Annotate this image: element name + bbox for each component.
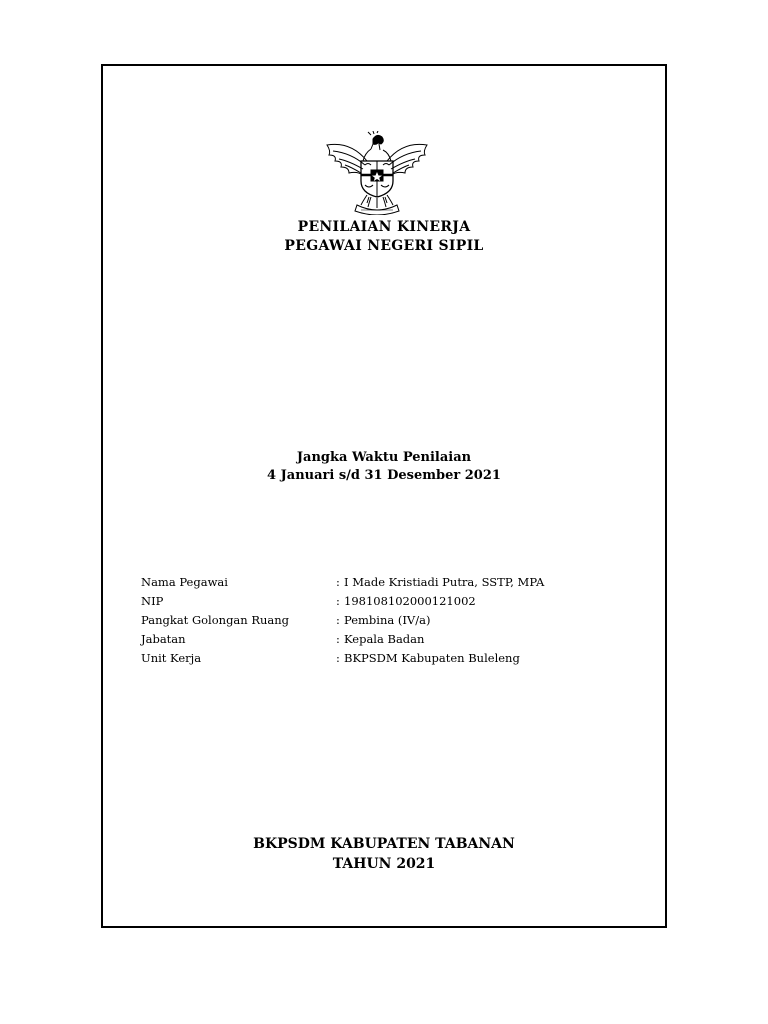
field-label: Unit Kerja xyxy=(141,651,202,665)
document-title-line1: PENILAIAN KINERJA xyxy=(297,219,471,235)
field-separator: : xyxy=(336,632,340,646)
field-value: Kepala Badan xyxy=(344,632,425,646)
field-label: Jabatan xyxy=(141,632,186,646)
footer-year: TAHUN 2021 xyxy=(332,856,436,872)
assessment-period-label: Jangka Waktu Penilaian xyxy=(296,450,472,465)
field-label: Nama Pegawai xyxy=(141,575,228,589)
field-separator: : xyxy=(336,575,340,589)
field-separator: : xyxy=(336,651,340,665)
field-value: BKPSDM Kabupaten Buleleng xyxy=(344,651,520,665)
garuda-emblem-icon xyxy=(321,131,433,215)
assessment-period-value: 4 Januari s/d 31 Desember 2021 xyxy=(267,468,501,483)
field-value: Pembina (IV/a) xyxy=(344,613,431,627)
field-value: 198108102000121002 xyxy=(344,594,476,608)
field-label: Pangkat Golongan Ruang xyxy=(141,613,290,627)
document-title-line2: PEGAWAI NEGERI SIPIL xyxy=(284,238,484,254)
footer-institution: BKPSDM KABUPATEN TABANAN xyxy=(253,836,515,852)
field-value: I Made Kristiadi Putra, SSTP, MPA xyxy=(344,575,545,589)
field-separator: : xyxy=(336,594,340,608)
field-label: NIP xyxy=(141,594,164,608)
field-separator: : xyxy=(336,613,340,627)
